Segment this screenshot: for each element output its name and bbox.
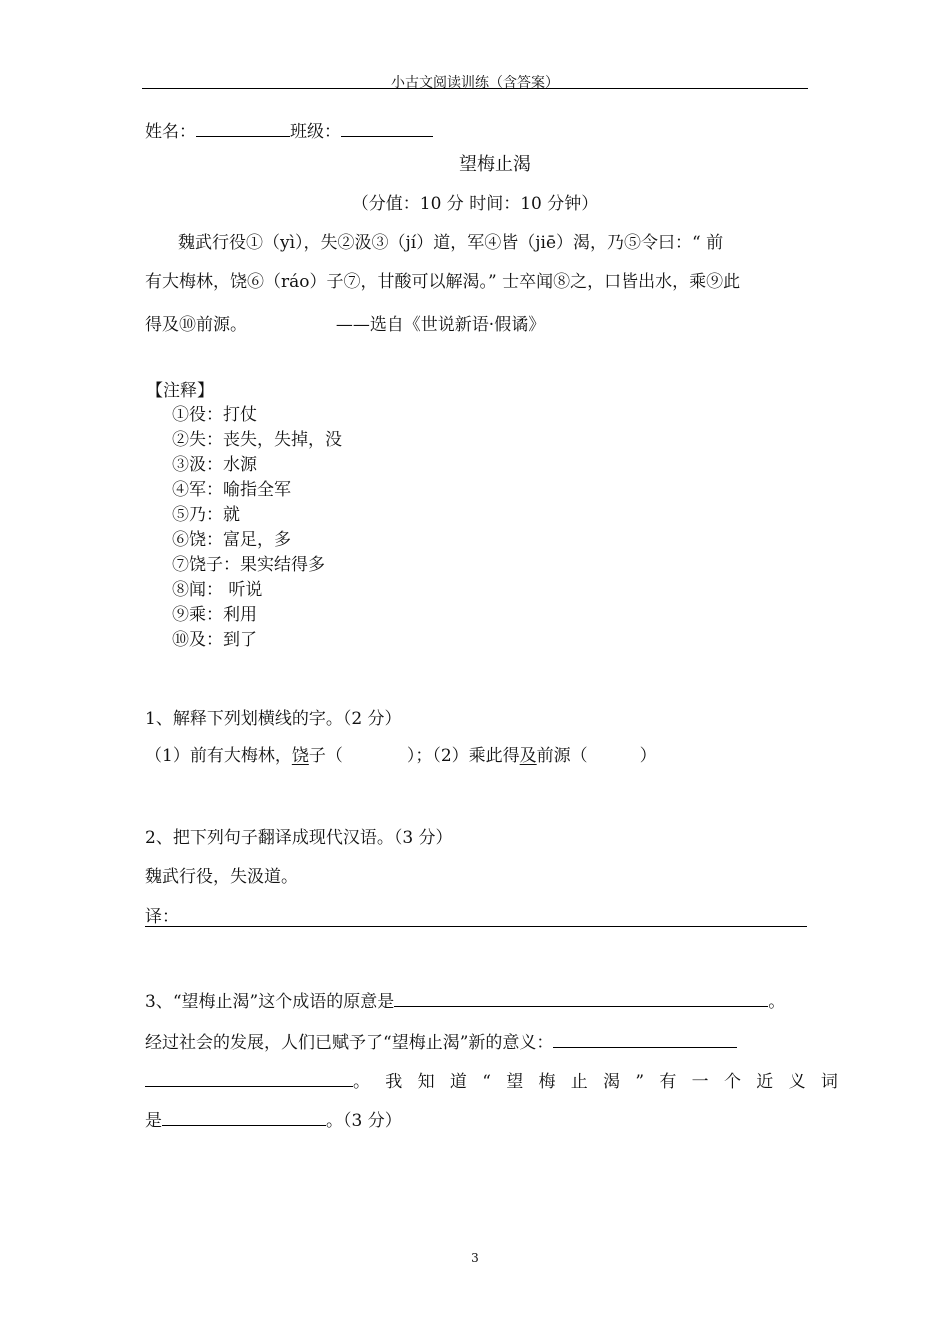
q3-line2-text: 经过社会的发展，人们已赋予了“望梅止渴”新的意义：: [145, 1033, 554, 1053]
q3-line4-text: 是: [145, 1111, 162, 1131]
note-item: ⑤乃：就: [172, 505, 240, 525]
q3-blank-new-meaning[interactable]: [553, 1029, 737, 1048]
q3-blank-synonym[interactable]: [162, 1107, 326, 1126]
class-blank[interactable]: [341, 118, 433, 137]
q1-part2-text: ）；（2）乘此得: [406, 746, 520, 766]
page-number: 3: [471, 1251, 479, 1265]
note-item: ⑧闻： 听说: [172, 580, 263, 600]
name-label: 姓名：: [145, 122, 196, 142]
q2-stem: 2、把下列句子翻译成现代汉语。（3 分）: [145, 828, 453, 848]
q3-line4-end: 。（3 分）: [326, 1111, 402, 1131]
passage-end: 得及⑩前源。: [145, 315, 247, 335]
q3-line-2: [145, 1029, 737, 1055]
passage-line-3: [145, 313, 545, 337]
q3-line1-end: 。: [768, 992, 786, 1012]
q1-part2-open: 前源（: [536, 746, 588, 766]
name-blank[interactable]: [196, 118, 290, 137]
q3-line1-text: 3、“望梅止渴”这个成语的原意是: [145, 992, 395, 1012]
q3-line-3: [145, 1068, 853, 1094]
page-title: 望梅止渴: [459, 154, 531, 175]
q2-answer-line[interactable]: [145, 926, 807, 927]
q1-part2-close: ）: [639, 746, 657, 766]
page-header: 小古文阅读训练（含答案）: [391, 75, 559, 91]
q1-stem: 1、解释下列划横线的字。（2 分）: [145, 709, 402, 729]
q3-blank-original-meaning[interactable]: [394, 988, 768, 1007]
passage-line-1: 魏武行役①（yì），失②汲③（jí）道，军④皆（jiē）渴，乃⑤令曰：“ 前: [178, 233, 724, 253]
q3-blank-new-meaning-cont[interactable]: [145, 1068, 353, 1087]
q2-sentence: 魏武行役，失汲道。: [145, 867, 298, 887]
q3-line-1: [145, 988, 785, 1014]
note-item: ⑥饶：富足，多: [172, 530, 291, 550]
q1-part2-underlined-char: 及: [519, 746, 537, 766]
header-rule: [142, 88, 808, 89]
note-item: ⑩及：到了: [172, 630, 257, 650]
q1-part1-underlined-char: 饶: [291, 746, 309, 766]
q3-line-4: [145, 1107, 402, 1133]
q2-answer-label: 译：: [145, 907, 179, 927]
note-item: ②失：丧失，失掉，没: [172, 430, 342, 450]
score-time: （分值：10 分 时间：10 分钟）: [351, 194, 599, 214]
note-item: ⑨乘：利用: [172, 605, 257, 625]
student-info: [145, 118, 433, 144]
q1-parts: [145, 744, 657, 768]
q1-part1-text: （1）前有大梅林，: [145, 746, 292, 766]
note-item: ③汲：水源: [172, 455, 257, 475]
note-item: ⑦饶子：果实结得多: [172, 555, 325, 575]
q1-part1-open: 子（: [308, 746, 343, 766]
class-label: 班级：: [290, 122, 341, 142]
passage-line-2: 有大梅林，饶⑥（ráo）子⑦，甘酸可以解渴。” 士卒闻⑧之，口皆出水，乘⑨此: [145, 272, 741, 292]
q3-line3-text: 。我知道“望梅止渴”有一个近义词: [353, 1072, 854, 1092]
notes-list: [172, 403, 342, 653]
notes-heading: 【注释】: [146, 381, 214, 401]
note-item: ④军：喻指全军: [172, 480, 291, 500]
note-item: ①役：打仗: [172, 405, 257, 425]
passage-source: ——选自《世说新语·假谲》: [335, 315, 546, 335]
